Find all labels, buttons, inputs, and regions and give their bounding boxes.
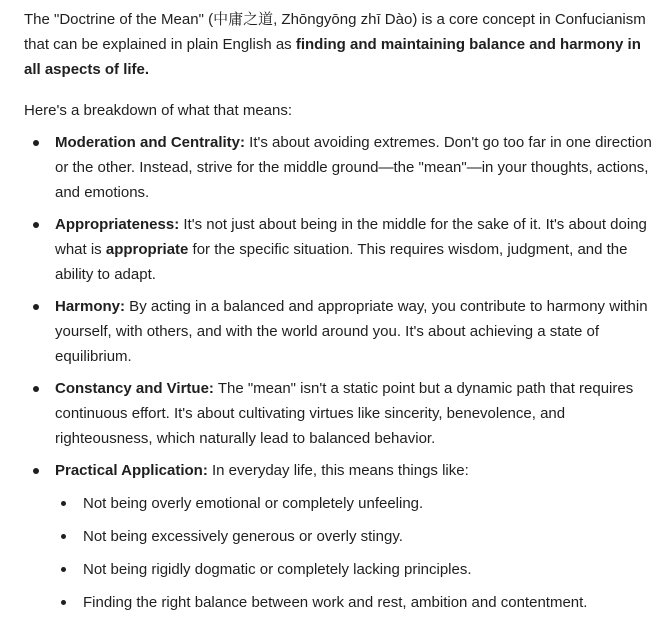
list-item-appropriateness xyxy=(24,212,656,287)
list-item-text: In everyday life, this means things like: xyxy=(207,462,469,479)
intro-text: The "Doctrine of the Mean" (中庸之道, Zhōngyōng zhī Dào) is a core concept in Confucianism that can be explained in plain English as xyxy=(24,11,646,53)
list-item-practical xyxy=(24,458,656,615)
list-item-text: for the specific situation. This requires wisdom, judgment, and the ability to adapt. xyxy=(55,241,628,283)
list-item-harmony xyxy=(24,294,656,369)
list-item-title: Practical Application: xyxy=(55,462,208,479)
practical-sub-list xyxy=(55,491,656,615)
sub-list-item: Not being overly emotional or completely unfeeling. xyxy=(55,491,656,516)
list-item-moderation xyxy=(24,130,656,205)
list-item-text: The "mean" isn't a static point but a dynamic path that requires continuous effort. It's about cultivating virtues like sincerity, benevolence, and righteousness, which naturally lead to balanced behavior. xyxy=(55,380,634,447)
list-item-text: By acting in a balanced and appropriate way, you contribute to harmony within yourself, with others, and with the world around you. It's about achieving a state of equilibrium. xyxy=(55,298,648,365)
list-item-text: It's not just about being in the middle for the sake of it. It's about doing what is xyxy=(55,216,647,258)
lead-paragraph: Here's a breakdown of what that means: xyxy=(24,102,293,119)
list-item-title: Moderation and Centrality: xyxy=(55,134,246,151)
list-item-title: Constancy and Virtue: xyxy=(55,380,214,397)
intro-paragraph xyxy=(24,7,656,82)
sub-list-item: Not being excessively generous or overly stingy. xyxy=(55,524,656,549)
list-item-title: Harmony: xyxy=(55,298,126,315)
sub-list-item: Not being rigidly dogmatic or completely lacking principles. xyxy=(55,557,656,582)
list-item-text: It's about avoiding extremes. Don't go too far in one direction or the other. Instead, strive for the middle ground—the "mean"—in your thoughts, actions, and emotions. xyxy=(55,134,652,201)
list-item-bold-word: appropriate xyxy=(105,241,189,258)
list-item-constancy xyxy=(24,376,656,451)
list-item-title: Appropriateness: xyxy=(55,216,180,233)
intro-bold-text: finding and maintaining balance and harmony in all aspects of life. xyxy=(24,36,641,78)
breakdown-list xyxy=(24,130,656,615)
sub-list-item: Finding the right balance between work and rest, ambition and contentment. xyxy=(55,590,656,615)
